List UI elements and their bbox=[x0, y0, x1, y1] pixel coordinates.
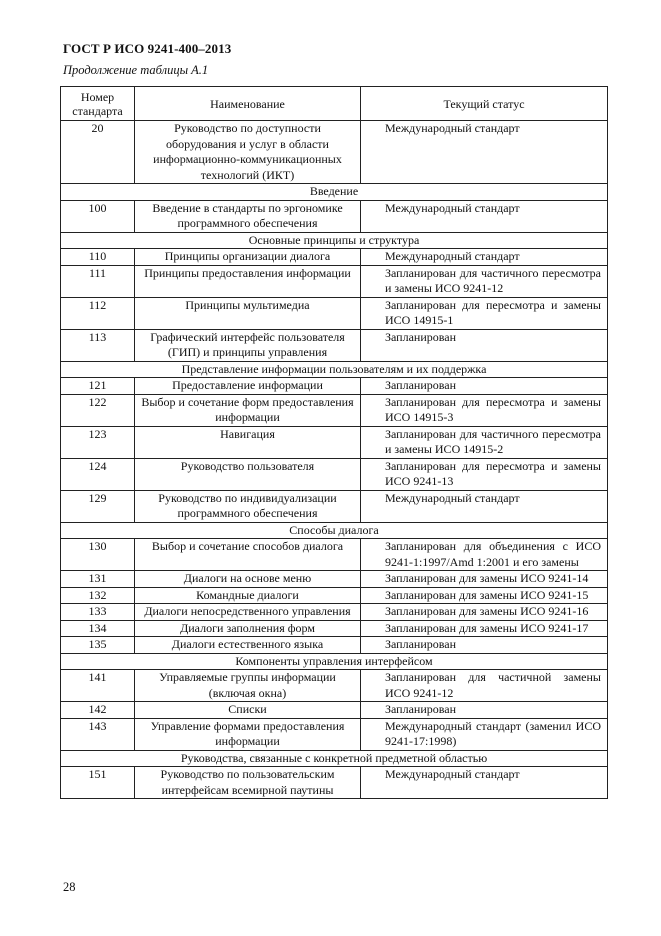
standard-status-cell: Запланирован для пересмотра и замены ИСО 14915-1 bbox=[361, 297, 608, 329]
standard-name-cell: Выбор и сочетание форм предоставления информации bbox=[135, 394, 361, 426]
standard-number-cell: 121 bbox=[61, 378, 135, 395]
standard-name-cell: Принципы мультимедиа bbox=[135, 297, 361, 329]
standard-name-cell: Руководство по пользовательским интерфейсам всемирной паутины bbox=[135, 767, 361, 799]
table-row bbox=[61, 718, 608, 750]
standard-name-cell: Руководство пользователя bbox=[135, 458, 361, 490]
table-row bbox=[61, 604, 608, 621]
column-header-status: Текущий статус bbox=[361, 87, 608, 121]
standard-name-cell: Графический интерфейс пользователя (ГИП) и принципы управления bbox=[135, 329, 361, 361]
table-row bbox=[61, 620, 608, 637]
standard-status-cell: Запланирован для частичного пересмотра и замены ИСО 9241-12 bbox=[361, 265, 608, 297]
table-row bbox=[61, 265, 608, 297]
standard-status-cell: Запланирован bbox=[361, 329, 608, 361]
standard-number-cell: 129 bbox=[61, 490, 135, 522]
standard-name-cell: Управление формами предоставления информации bbox=[135, 718, 361, 750]
standard-status-cell: Запланирован bbox=[361, 637, 608, 654]
standard-number-cell: 133 bbox=[61, 604, 135, 621]
section-title: Основные принципы и структура bbox=[61, 232, 608, 249]
standard-status-cell: Международный стандарт (заменил ИСО 9241-17:1998) bbox=[361, 718, 608, 750]
standard-name-cell: Введение в стандарты по эргономике программного обеспечения bbox=[135, 200, 361, 232]
table-header-row bbox=[61, 87, 608, 121]
standard-status-cell: Запланирован bbox=[361, 702, 608, 719]
standard-status-cell: Запланирован для объединения с ИСО 9241-1:1997/Amd 1:2001 и его замены bbox=[361, 539, 608, 571]
section-title: Представление информации пользователям и их поддержка bbox=[61, 361, 608, 378]
table-row bbox=[61, 490, 608, 522]
document-header: ГОСТ Р ИСО 9241-400–2013 bbox=[63, 41, 232, 56]
standard-status-cell: Запланирован для замены ИСО 9241-16 bbox=[361, 604, 608, 621]
table-row bbox=[61, 571, 608, 588]
table-row bbox=[61, 121, 608, 184]
standard-number-cell: 151 bbox=[61, 767, 135, 799]
standard-number-cell: 130 bbox=[61, 539, 135, 571]
standard-number-cell: 20 bbox=[61, 121, 135, 184]
table-caption: Продолжение таблицы А.1 bbox=[63, 63, 209, 77]
section-row bbox=[61, 232, 608, 249]
section-title: Способы диалога bbox=[61, 522, 608, 539]
section-row bbox=[61, 184, 608, 201]
table-row bbox=[61, 394, 608, 426]
standard-number-cell: 132 bbox=[61, 587, 135, 604]
standard-number-cell: 100 bbox=[61, 200, 135, 232]
table-row bbox=[61, 702, 608, 719]
column-header-number: Номер стандарта bbox=[61, 87, 135, 121]
standard-number-cell: 142 bbox=[61, 702, 135, 719]
table-row bbox=[61, 297, 608, 329]
standard-number-cell: 112 bbox=[61, 297, 135, 329]
standard-status-cell: Запланирован для частичной замены ИСО 9241-12 bbox=[361, 670, 608, 702]
standard-status-cell: Запланирован для замены ИСО 9241-15 bbox=[361, 587, 608, 604]
standard-number-cell: 134 bbox=[61, 620, 135, 637]
standard-status-cell: Запланирован для пересмотра и замены ИСО 9241-13 bbox=[361, 458, 608, 490]
table-row bbox=[61, 426, 608, 458]
column-header-name: Наименование bbox=[135, 87, 361, 121]
table-row bbox=[61, 670, 608, 702]
standard-status-cell: Международный стандарт bbox=[361, 200, 608, 232]
standard-number-cell: 122 bbox=[61, 394, 135, 426]
standard-name-cell: Навигация bbox=[135, 426, 361, 458]
standard-number-cell: 141 bbox=[61, 670, 135, 702]
standard-name-cell: Руководство по индивидуализации программного обеспечения bbox=[135, 490, 361, 522]
standard-name-cell: Выбор и сочетание способов диалога bbox=[135, 539, 361, 571]
table-row bbox=[61, 539, 608, 571]
standard-name-cell: Диалоги непосредственного управления bbox=[135, 604, 361, 621]
table-row bbox=[61, 637, 608, 654]
section-row bbox=[61, 653, 608, 670]
page-number: 28 bbox=[63, 880, 76, 894]
standard-number-cell: 113 bbox=[61, 329, 135, 361]
standard-number-cell: 143 bbox=[61, 718, 135, 750]
standard-status-cell: Запланирован для частичного пересмотра и замены ИСО 14915-2 bbox=[361, 426, 608, 458]
standard-name-cell: Диалоги на основе меню bbox=[135, 571, 361, 588]
standard-status-cell: Международный стандарт bbox=[361, 121, 608, 184]
table-row bbox=[61, 200, 608, 232]
table-row bbox=[61, 378, 608, 395]
section-title: Компоненты управления интерфейсом bbox=[61, 653, 608, 670]
standard-number-cell: 124 bbox=[61, 458, 135, 490]
standard-number-cell: 131 bbox=[61, 571, 135, 588]
table-row bbox=[61, 587, 608, 604]
standard-name-cell: Принципы организации диалога bbox=[135, 249, 361, 266]
standard-number-cell: 135 bbox=[61, 637, 135, 654]
section-title: Руководства, связанные с конкретной предметной областью bbox=[61, 750, 608, 767]
standard-name-cell: Принципы предоставления информации bbox=[135, 265, 361, 297]
standard-name-cell: Командные диалоги bbox=[135, 587, 361, 604]
table-row bbox=[61, 458, 608, 490]
section-title: Введение bbox=[61, 184, 608, 201]
standard-name-cell: Диалоги заполнения форм bbox=[135, 620, 361, 637]
standard-name-cell: Списки bbox=[135, 702, 361, 719]
table-row bbox=[61, 249, 608, 266]
standard-name-cell: Предоставление информации bbox=[135, 378, 361, 395]
standard-status-cell: Международный стандарт bbox=[361, 767, 608, 799]
section-row bbox=[61, 361, 608, 378]
standard-status-cell: Запланирован для замены ИСО 9241-17 bbox=[361, 620, 608, 637]
section-row bbox=[61, 750, 608, 767]
table-row bbox=[61, 329, 608, 361]
standard-status-cell: Международный стандарт bbox=[361, 490, 608, 522]
standard-status-cell: Международный стандарт bbox=[361, 249, 608, 266]
standard-name-cell: Руководство по доступности оборудования и услуг в области информационно-коммуникационных технологий (ИКТ) bbox=[135, 121, 361, 184]
standard-status-cell: Запланирован bbox=[361, 378, 608, 395]
standards-table bbox=[60, 86, 608, 799]
standard-name-cell: Диалоги естественного языка bbox=[135, 637, 361, 654]
standard-number-cell: 123 bbox=[61, 426, 135, 458]
standard-status-cell: Запланирован для пересмотра и замены ИСО 14915-3 bbox=[361, 394, 608, 426]
standard-status-cell: Запланирован для замены ИСО 9241-14 bbox=[361, 571, 608, 588]
section-row bbox=[61, 522, 608, 539]
standard-name-cell: Управляемые группы информации (включая окна) bbox=[135, 670, 361, 702]
table-body bbox=[61, 121, 608, 799]
table-row bbox=[61, 767, 608, 799]
standard-number-cell: 111 bbox=[61, 265, 135, 297]
standard-number-cell: 110 bbox=[61, 249, 135, 266]
